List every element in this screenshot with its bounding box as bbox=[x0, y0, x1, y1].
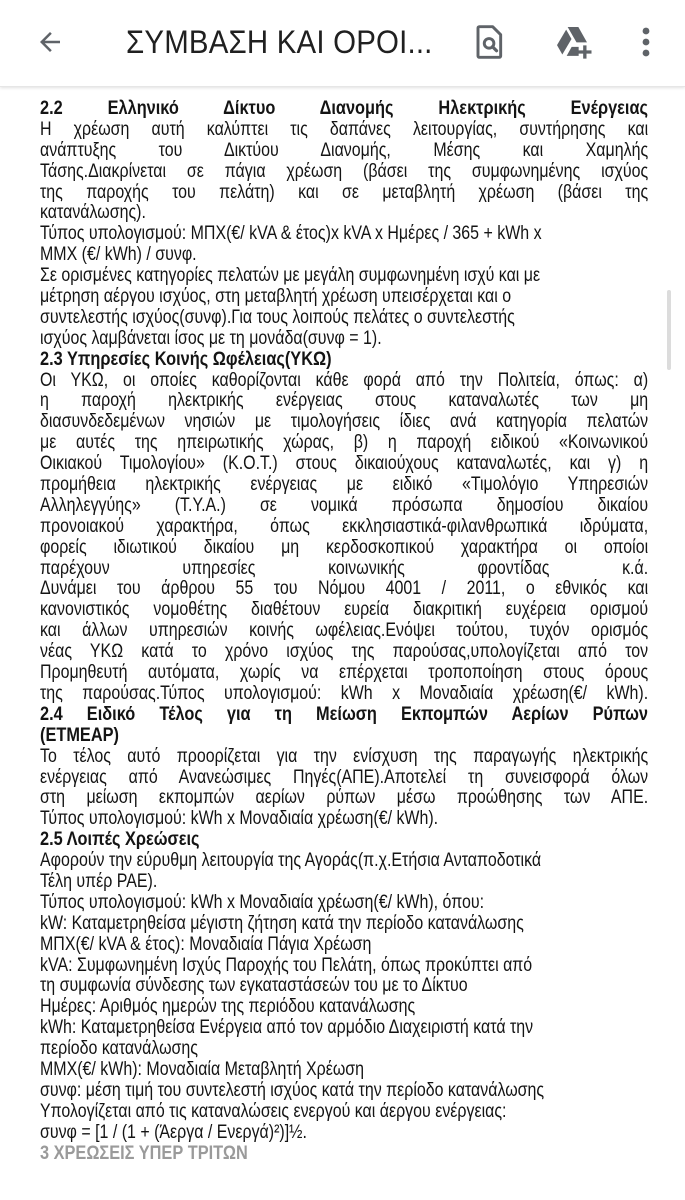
text-line bbox=[40, 851, 648, 872]
section-heading-line bbox=[40, 1144, 648, 1165]
text-line bbox=[40, 183, 648, 204]
text-line bbox=[40, 224, 648, 245]
add-to-drive-icon bbox=[554, 22, 594, 62]
line-text: περίοδο κατανάλωσης bbox=[40, 1038, 198, 1060]
text-line bbox=[40, 809, 648, 830]
line-text: Προμηθευτή αυτόματα, χωρίς να επέρχεται τροποποίηση στους όρους bbox=[40, 662, 649, 684]
line-text: (ΕΤΜΕΑΡ) bbox=[40, 724, 119, 746]
line-text: 3 ΧΡΕΩΣΕΙΣ ΥΠΕΡ ΤΡΙΤΩΝ bbox=[40, 1142, 248, 1164]
text-line bbox=[40, 1081, 648, 1102]
text-line bbox=[40, 1018, 648, 1039]
find-in-document-button[interactable] bbox=[466, 18, 514, 66]
line-text: προμήθεια ηλεκτρικής ενέργειας με ειδικό «Τιμολόγιο Υπηρεσιών bbox=[40, 474, 649, 496]
line-text: Υπολογίζεται από τις καταναλώσεις ενεργού και άεργου ενέργειας: bbox=[40, 1100, 507, 1122]
text-line bbox=[40, 475, 648, 496]
line-text: Οικιακού Τιμολογίου» (Κ.Ο.Τ.) στους δικαιούχους καταναλωτές, και γ) η bbox=[40, 453, 649, 475]
line-text: Δυνάμει του άρθρου 55 του Νόμου 4001 / 2011, ο εθνικός και bbox=[40, 578, 649, 600]
section-heading-line bbox=[40, 830, 648, 851]
text-line bbox=[40, 1123, 648, 1144]
text-line bbox=[40, 663, 648, 684]
line-text: της παρούσας.Τύπος υπολογισμού: kWh x Μοναδιαία χρέωση(€/ kWh). bbox=[40, 682, 649, 704]
line-text: μέτρηση αέργου ισχύος, στη μεταβλητή χρέωση υπεισέρχεται και ο bbox=[40, 286, 512, 308]
text-line bbox=[40, 496, 648, 517]
text-line bbox=[40, 538, 648, 559]
text-line bbox=[40, 412, 648, 433]
section-heading-line bbox=[40, 350, 648, 371]
line-text: ΜΜΧ (€/ kWh) / συνφ. bbox=[40, 244, 197, 266]
line-text: νέας ΥΚΩ κατά το χρόνο ισχύος της παρούσας,υπολογίζεται από τον bbox=[40, 641, 649, 663]
line-text: Τύπος υπολογισμού: kWh x Μοναδιαία χρέωση(€/ kWh), όπου: bbox=[40, 891, 485, 913]
line-text: Τύπος υπολογισμού: ΜΠΧ(€/ kVA & έτος)x kVA x Ημέρες / 365 + kWh x bbox=[40, 223, 542, 245]
text-line bbox=[40, 1060, 648, 1081]
text-line bbox=[40, 329, 648, 350]
section-heading-line bbox=[40, 99, 648, 120]
line-text: Τύπος υπολογισμού: kWh x Μοναδιαία χρέωση(€/ kWh). bbox=[40, 808, 439, 830]
line-text: kVA: Συμφωνημένη Ισχύς Παροχής του Πελάτη, όπως προκύπτει από bbox=[40, 954, 533, 976]
line-text: Αλληλεγγύης» (Τ.Υ.Α.) σε νομικά πρόσωπα δημοσίου δικαίου bbox=[40, 494, 649, 516]
line-text: Τέλη υπέρ ΡΑΕ). bbox=[40, 870, 158, 892]
line-text: προνοιακού χαρακτήρα, όπως εκκλησιαστικά-φιλανθρωπικά ιδρύματα, bbox=[40, 515, 649, 537]
more-options-button[interactable] bbox=[622, 18, 670, 66]
line-text: 2.3 Υπηρεσίες Κοινής Ωφέλειας(ΥΚΩ) bbox=[40, 348, 332, 370]
text-line bbox=[40, 893, 648, 914]
document-search-icon bbox=[474, 24, 506, 60]
line-text: ΜΠΧ(€/ kVA & έτος): Μοναδιαία Πάγια Χρέωση bbox=[40, 933, 372, 955]
text-line bbox=[40, 559, 648, 580]
line-text: 2.4 Ειδικό Τέλος για τη Μείωση Εκπομπών Αερίων Ρύπων bbox=[40, 703, 649, 725]
line-text: ισχύος λαμβάνεται ίσος με τη μονάδα(συνφ = 1). bbox=[40, 327, 382, 349]
app-bar bbox=[0, 0, 685, 87]
line-text: συντελεστής ισχύος(συνφ).Για τους λοιπούς πελάτες ο συντελεστής bbox=[40, 306, 515, 328]
line-text: Τάσης.Διακρίνεται σε πάγια χρέωση (βάσει της συμφωνημένης ισχύος bbox=[40, 160, 649, 182]
line-text: κατανάλωσης). bbox=[40, 202, 146, 224]
text-line bbox=[40, 642, 648, 663]
section-heading-line bbox=[40, 726, 648, 747]
text-line bbox=[40, 454, 648, 475]
line-text: ΜΜΧ(€/ kWh): Μοναδιαία Μεταβλητή Χρέωση bbox=[40, 1058, 365, 1080]
line-text: η παροχή ηλεκτρικής ενέργειας στους καταναλωτές των μη bbox=[40, 390, 649, 412]
more-vert-icon bbox=[634, 24, 658, 60]
text-line bbox=[40, 433, 648, 454]
text-line bbox=[40, 621, 648, 642]
document-page bbox=[40, 99, 648, 1164]
line-text: κανονιστικός νομοθέτης διαθέτουν ευρεία διακριτική ευχέρεια ορισμού bbox=[40, 599, 649, 621]
line-text: Η χρέωση αυτή καλύπτει τις δαπάνες λειτουργίας, συντήρησης και bbox=[40, 118, 649, 140]
line-text: παρέχουν υπηρεσίες κοινωνικής φροντίδας κ.ά. bbox=[40, 557, 649, 579]
line-text: διασυνδεδεμένων νησιών με τιμολογήσεις ίδιες ανά κατηγορία πελατών bbox=[40, 411, 649, 433]
add-to-drive-button[interactable] bbox=[550, 18, 598, 66]
text-line bbox=[40, 914, 648, 935]
text-line bbox=[40, 956, 648, 977]
line-text: με αυτές της ηπειρωτικής χώρας, β) η παροχή ειδικού «Κοινωνικού bbox=[40, 432, 649, 454]
line-text: τη συμφωνία σύνδεσης των εγκαταστάσεών του με το Δίκτυο bbox=[40, 975, 468, 997]
line-text: συνφ: μέση τιμή του συντελεστή ισχύος κατά την περίοδο κατανάλωσης bbox=[40, 1079, 545, 1101]
text-line bbox=[40, 141, 648, 162]
text-line bbox=[40, 517, 648, 538]
text-line bbox=[40, 287, 648, 308]
text-line bbox=[40, 600, 648, 621]
text-line bbox=[40, 245, 648, 266]
line-text: φορείς ιδιωτικού δικαίου μη κερδοσκοπικού χαρακτήρα οι οποίοι bbox=[40, 536, 649, 558]
line-text: Το τέλος αυτό προορίζεται για την ενίσχυση της παραγωγής ηλεκτρικής bbox=[40, 745, 649, 767]
line-text: 2.2 Ελληνικό Δίκτυο Διανομής Ηλεκτρικής Ενέργειας bbox=[40, 98, 649, 119]
line-text: 2.5 Λοιπές Χρεώσεις bbox=[40, 829, 200, 851]
back-button[interactable] bbox=[28, 22, 72, 62]
text-line bbox=[40, 976, 648, 997]
text-line bbox=[40, 391, 648, 412]
text-line bbox=[40, 788, 648, 809]
line-text: της παροχής του πελάτη) και σε μεταβλητή χρέωση (βάσει της bbox=[40, 181, 649, 203]
line-text: και άλλων υπηρεσιών κοινής ωφέλειας.Ενόψει τούτου, τυχόν ορισμός bbox=[40, 620, 649, 642]
line-text: kWh: Καταμετρηθείσα Ενέργεια από τον αρμόδιο Διαχειριστή κατά την bbox=[40, 1017, 534, 1039]
document-title: ΣΥΜΒΑΣΗ ΚΑΙ ΟΡΟΙ... bbox=[126, 24, 433, 60]
text-line bbox=[40, 872, 648, 893]
line-text: συνφ = [1 / (1 + (Άεργα / Ενεργά)²)]½. bbox=[40, 1121, 307, 1143]
text-line bbox=[40, 308, 648, 329]
line-text: ενέργειας από Ανανεώσιμες Πηγές(ΑΠΕ).Αποτελεί τη συνεισφορά όλων bbox=[40, 766, 649, 788]
text-line bbox=[40, 768, 648, 789]
text-line bbox=[40, 1102, 648, 1123]
text-line bbox=[40, 684, 648, 705]
text-line bbox=[40, 371, 648, 392]
text-line bbox=[40, 1039, 648, 1060]
text-line bbox=[40, 997, 648, 1018]
text-line bbox=[40, 935, 648, 956]
text-line bbox=[40, 162, 648, 183]
scrollbar-thumb[interactable] bbox=[667, 290, 671, 370]
text-line bbox=[40, 266, 648, 287]
text-line bbox=[40, 747, 648, 768]
line-text: Σε ορισμένες κατηγορίες πελατών με μεγάλη συμφωνημένη ισχύ και με bbox=[40, 265, 541, 287]
section-heading-line bbox=[40, 705, 648, 726]
line-text: Ημέρες: Αριθμός ημερών της περιόδου κατανάλωσης bbox=[40, 996, 416, 1018]
line-text: στη μείωση εκπομπών αερίων ρύπων μέσω προώθησης των ΑΠΕ. bbox=[40, 787, 649, 809]
line-text: ανάπτυξης του Δικτύου Διανομής, Μέσης και Χαμηλής bbox=[40, 139, 649, 161]
text-line bbox=[40, 203, 648, 224]
line-text: kW: Καταμετρηθείσα μέγιστη ζήτηση κατά την περίοδο κατανάλωσης bbox=[40, 912, 524, 934]
line-text: Οι ΥΚΩ, οι οποίες καθορίζονται κάθε φορά από την Πολιτεία, όπως: α) bbox=[40, 369, 649, 391]
text-line bbox=[40, 579, 648, 600]
line-text: Αφορούν την εύρυθμη λειτουργία της Αγοράς(π.χ.Ετήσια Ανταποδοτικά bbox=[40, 850, 542, 872]
arrow-left-icon bbox=[35, 27, 65, 57]
text-line bbox=[40, 120, 648, 141]
